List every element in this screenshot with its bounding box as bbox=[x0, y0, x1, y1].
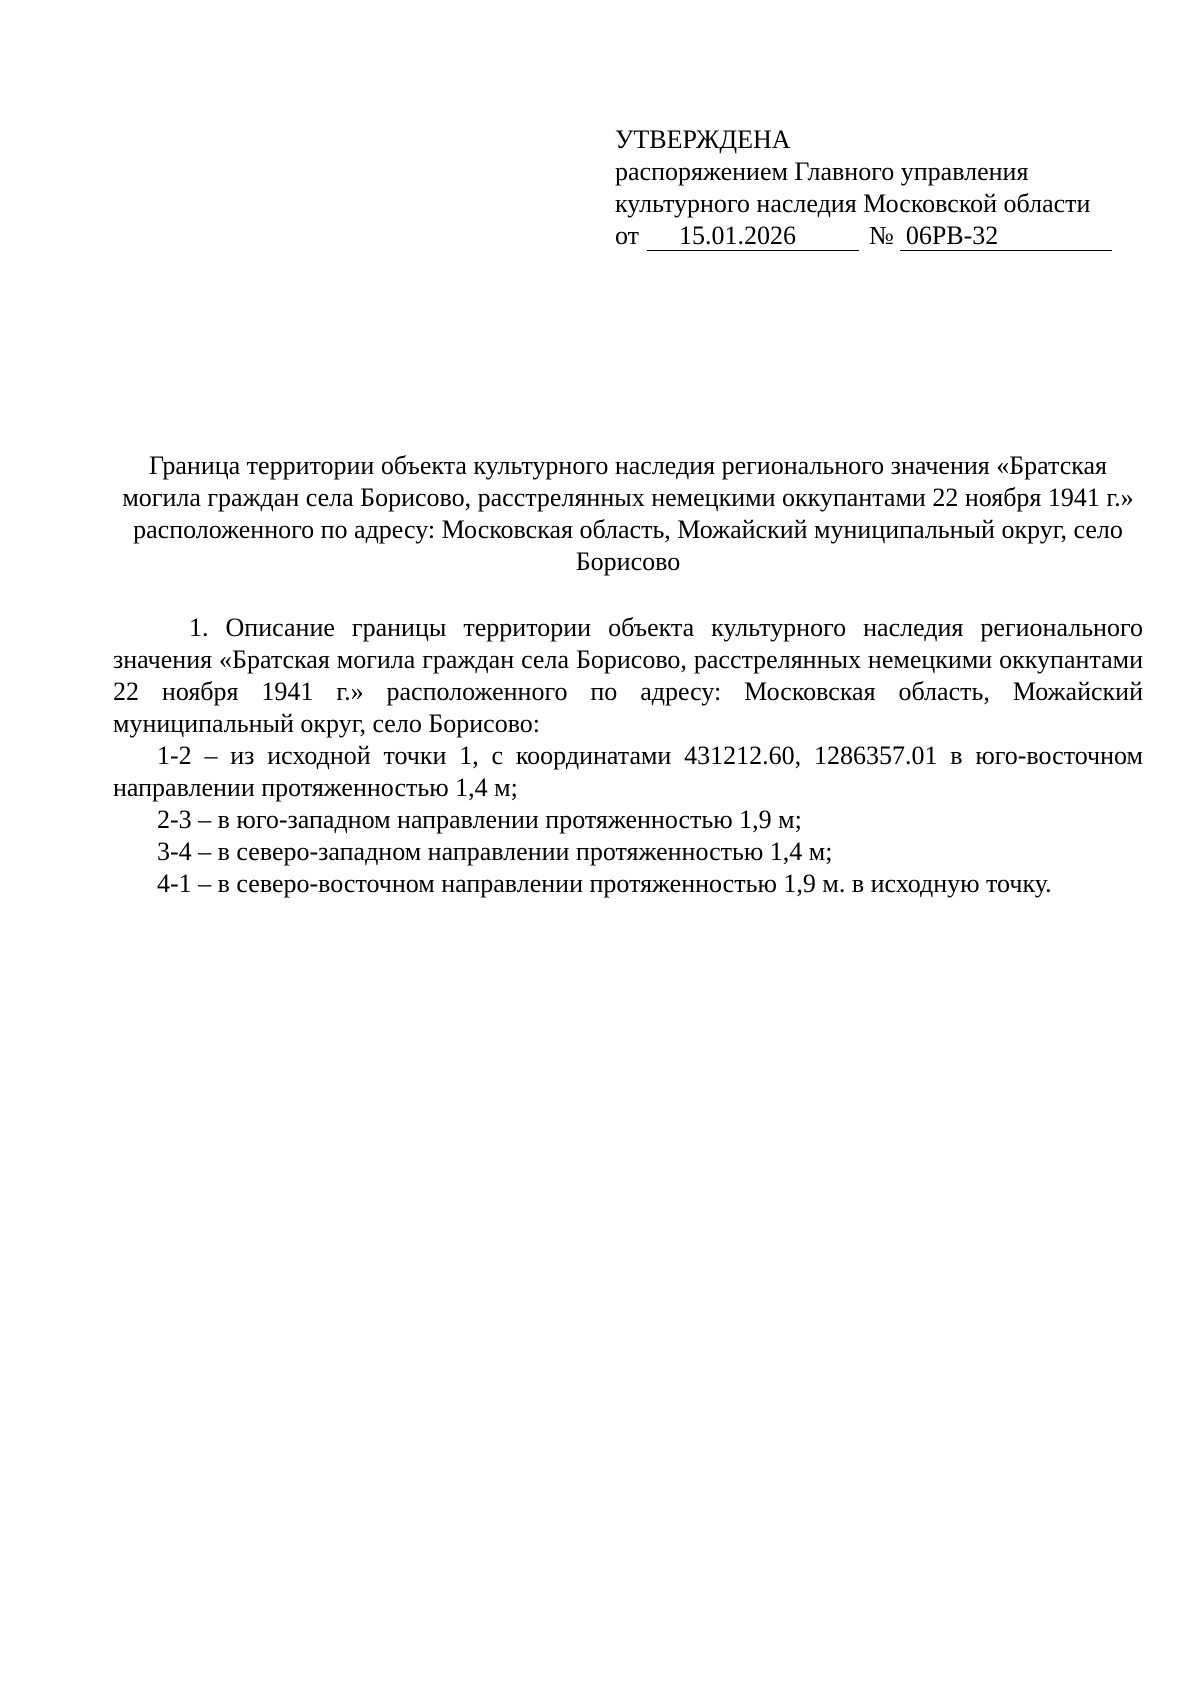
approval-date-line bbox=[615, 220, 1135, 252]
date-prefix: от bbox=[615, 221, 640, 250]
approval-line-2: культурного наследия Московской области bbox=[615, 189, 1091, 218]
number-prefix: № bbox=[869, 221, 894, 250]
approval-block bbox=[615, 124, 1135, 252]
boundary-segment: 4-1 – в северо-восточном направлении протяженностью 1,9 м. в исходную точку. bbox=[157, 869, 1052, 898]
approval-line-1: распоряжением Главного управления bbox=[615, 157, 1029, 186]
approval-number: 06РВ-32 bbox=[900, 222, 1112, 251]
boundary-segment: 2-3 – в юго-западном направлении протяженностью 1,9 м; bbox=[157, 805, 802, 834]
document-heading: Граница территории объекта культурного наследия регионального значения «Братская могила граждан села Борисово, расстрелянных немецкими оккупантами 22 ноября 1941 г.» расположенного по адресу: Московская область, Можайский муниципальный округ, село Борисово bbox=[122, 451, 1134, 576]
description-paragraph: 1. Описание границы территории объекта культурного наследия регионального значения «Братская могила граждан села Борисово, расстрелянных немецкими оккупантами 22 ноября 1941 г.» расположенного по адресу: Московская область, Можайский муниципальный округ, село Борисово: bbox=[113, 613, 1143, 738]
boundary-segment: 1-2 – из исходной точки 1, с координатами 431212.60, 1286357.01 в юго-восточном направлении протяженностью 1,4 м; bbox=[113, 741, 1143, 802]
document-body bbox=[113, 612, 1143, 900]
approval-title: УТВЕРЖДЕНА bbox=[615, 125, 791, 154]
approval-date: 15.01.2026 bbox=[647, 222, 859, 251]
boundary-segment: 3-4 – в северо-западном направлении протяженностью 1,4 м; bbox=[157, 837, 833, 866]
